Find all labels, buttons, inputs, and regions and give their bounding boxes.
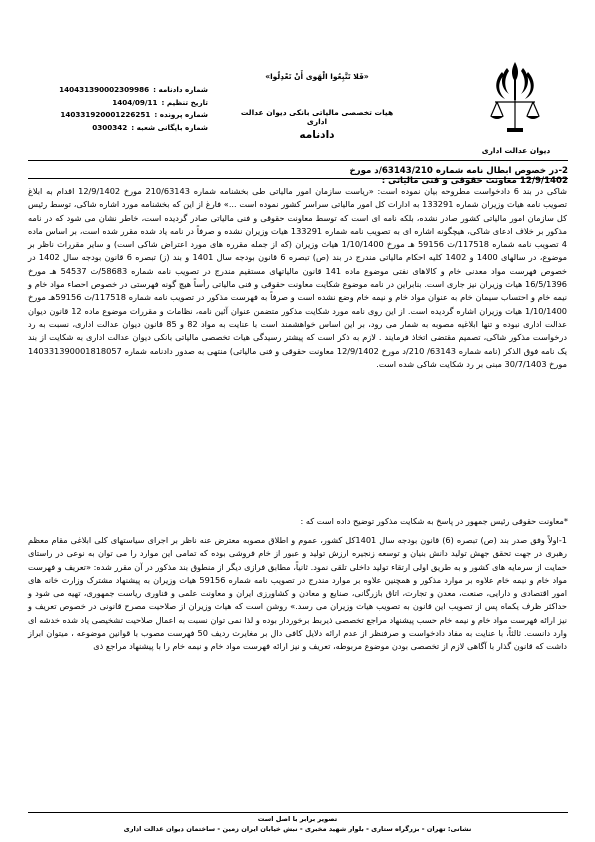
case-info-value: 140331920001226251: [60, 110, 151, 120]
case-info-row: [58, 109, 208, 122]
emblem-caption: دیوان عدالت اداری: [481, 146, 551, 155]
case-info-value: 140431390002309986: [59, 85, 150, 94]
quran-verse: «فَلا تَتَّبِعُوا الْهَوى أَنْ تَعْدِلُوا»: [265, 72, 369, 81]
section-divider: [28, 178, 568, 179]
footer-divider: [28, 812, 568, 813]
case-info-row: [58, 122, 208, 135]
case-info-row: [58, 84, 208, 97]
case-info-value: 0300342: [92, 122, 128, 132]
court-emblem-icon: [485, 58, 545, 138]
document-type-title: دادنامه: [299, 129, 335, 141]
section-title: 2-در خصوص ابطال نامه شماره 63143/210/د مورخ 12/9/1402 معاونت حقوقی و فنی مالیاتی :: [349, 166, 568, 186]
body-paragraph: شاکی در بند 6 دادخواست مطروحه بیان نموده است: «ریاست سازمان امور مالیاتی طی بخشنامه شماره 210/63143 مورخ 12/9/1402 اقدام به ابلاغ تصویب نامه هیات وزیران شماره 133291 به ادارات کل امور مالیاتی سراسر کشور نموده است ...» فارغ از این که بخشنامه مورد اشاره شاکی، توسط رئیس کل سازمان امور مالیاتی کشور صادر نشده، بلکه نامه ای است که توسط معاونت حقوقی و فنی مالیاتی صادر گردیده است، خاطر نشان می شود که در نامه مذکور بر خلاف ادعای شاکی، هیچگونه اشاره ای به تصویب نامه شماره 133291 هیات وزیران نشده و صرفاً در نامه یاد شده مقرر شده است، بر اساس ماده 4 تصویب نامه شماره 117518/ت 59156 هـ مورخ 1/10/1400 هیات وزیران (که از جمله مقرره های مورد اعتراض شاکی است) و سایر مقررات ناظر بر موضوع، در سالهای 1400 و 1402 کلیه احکام مالیاتی مندرج در بند (ص) تبصره 6 قانون بودجه سال 1401 و بند (ز) تبصره 6 قانون بودجه سال 1402 در خصوص فهرست مواد معدنی خام و کالاهای نفتی موضوع ماده 141 قانون مالیاتهای مستقیم مندرج در تصویب نامه شماره 58683/ت 54537 هـ مورخ 16/5/1396 هیات وزیران نیز جاری است. بنابراین در نامه موضوع شکایت معاونت حقوقی و فنی مالیاتی رأساً هیچ گونه فهرستی در خصوص احصاء مواد خام و نیمه خام و احتساب سیمان خام به عنوان مواد خام و نیمه خام وضع نشده است و صرفاً به فهرست مذکور در تصویب نامه شماره 117518/ت 59156هـ مورخ 1/10/1400 هیات وزیران اشاره گردیده است. از این روی نامه مورد شکایت مذکور متضمن عنوان آئین نامه، نظامات و مقررات موضوع ماده 12 قانون دیوان عدالت اداری نبوده و تنها ابلاغیه مصوبه به شمار می رود، بر این اساس خواهشمند است با عنایت به مواد 82 و 85 قانون دیوان عدالت اداری، نسبت به رد درخواست مذکور شاکی، تصمیم مقتضی اتخاذ فرمایند . لازم به ذکر است که پیشتر رسیدگی هیات تخصصی مالیاتی بانکی دیوان عدالت اداری به شکایت از بند یک نامه فوق الذکر (نامه شماره 63143/ 210/د مورخ 12/9/1402 معاونت حقوقی و فنی مالیاتی) منتهی به صدور دادنامه شماره 140331390001818057 مورخ 30/7/1403 مبنی بر رد شکایت شاکی شده است.: [28, 186, 568, 369]
section-title: *معاونت حقوقی رئیس جمهور در پاسخ به شکایت مذکور توضیح داده است که :: [300, 516, 568, 526]
footer: [85, 814, 510, 836]
case-info-label: تاریخ تنظیم :: [161, 97, 208, 107]
case-info-label: شماره بایگانی شعبه :: [131, 122, 208, 132]
case-info-block: [58, 84, 208, 134]
case-info-label: شماره دادنامه :: [153, 85, 208, 94]
case-info-value: 1404/09/11: [112, 97, 158, 107]
address-line: نشانی: تهران - بزرگراه ستاری - بلوار شهید مخبری - نبش خیابان ایران زمین - ساختمان دیوان عدالت اداری: [123, 825, 472, 833]
header-divider: [28, 160, 568, 161]
header-center: [232, 72, 402, 141]
organization-name: هیات تخصصی مالیاتی بانکی دیوان عدالت اداری: [240, 108, 394, 126]
case-info-row: [58, 97, 208, 110]
body-paragraph: 1-اولاً وفق صدر بند (ص) تبصره (6) قانون بودجه سال 1401کل کشور، عموم و اطلاق مصوبه معترض عنه ناظر بر اجرای سیاستهای کلی ابلاغی مقام معظم رهبری در جهت تحقق جهش تولید دانش بنیان و توسعه زنجیره ارزش تولید و عبور از خام فروشی بوده که تمامی این موارد را می توان به نوعی در راستای حمایت از سرمایه های کشور و به طریق اولی ارتقاء تولید داخلی تلقی نمود. ثانیاً، مطابق فرازی دیگر از منطوق بند مذکور در آن مقرر شده: «تعریف و فهرست مواد خام و نیمه خام علاوه بر موارد مذکور و همچنین علاوه بر موارد مندرج در تصویب نامه شماره 59156 هیات وزیران به پیشنهاد مشترک وزارت خانه های امور اقتصادی و دارایی، صنعت، معدن و تجارت، اتاق بازرگانی، صنایع و معادن و کشاورزی ایران و معاونت علمی و فناوری ریاست جمهوری، تهیه می شود و حداکثر ظرف یکماه پس از تصویب این قانون به تصویب هیات وزیران می رسد.» روشن است که هیات وزیران از صلاحیت مصرح قانونی در خصوص تعریف و نیز ارائه فهرست مواد خام و نیمه خام حسب پیشنهاد مراجع تخصصی ذیربط برخوردار بوده و لذا نمی توان نسبت به اعمال صلاحیت تشخیصی یاد شده خدشه ای وارد دانست. ثالثاً، با عنایت به مفاد دادخواست و صرفنظر از عدم ارائه دلایل کافی دال بر مغایرت ردیف 50 فهرست مصوب با قوانین موضوعه ، میتوان ابراز داشت که قانون گذار با آگاهی لازم از تخصصی بودن موضوع مربوطه، تعریف و نیز ارائه فهرست مواد خام و نیمه خام را با پیشنهاد مراجع ذی: [28, 535, 567, 652]
certification-note: تصویر برابر با اصل است: [257, 815, 338, 823]
case-info-label: شماره پرونده :: [154, 110, 208, 120]
